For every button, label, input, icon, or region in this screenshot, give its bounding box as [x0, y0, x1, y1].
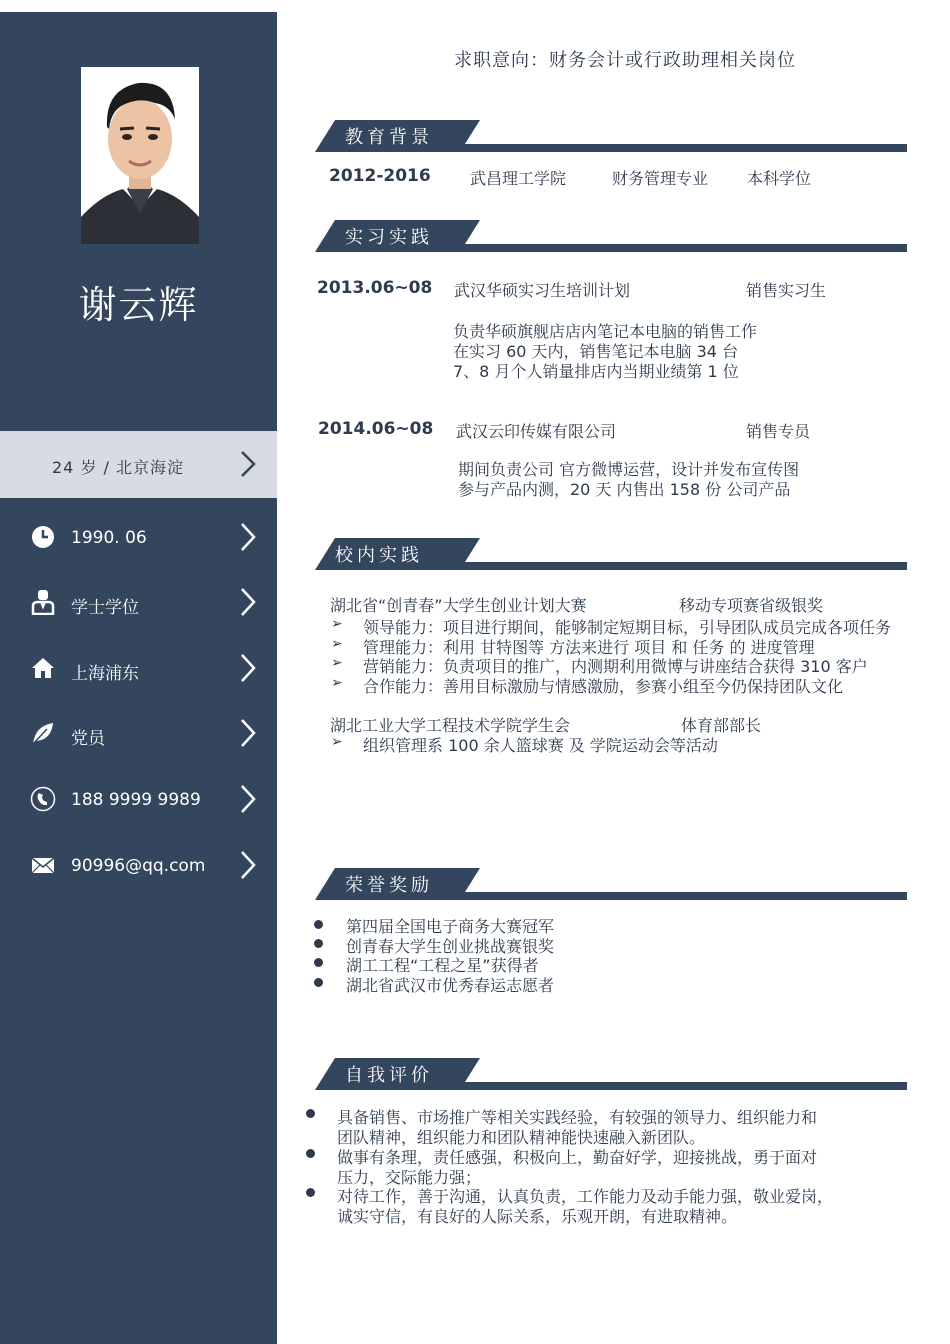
internship-detail: 在实习 60 天内，销售笔记本电脑 34 台: [453, 342, 739, 361]
campus-role: 移动专项赛省级银奖: [679, 596, 824, 615]
section-title-self: 自我评价: [345, 1065, 433, 1086]
section-title-campus: 校内实践: [335, 545, 423, 566]
chevron-right-icon: [238, 587, 258, 621]
info-birth-text: 1990. 06: [71, 528, 147, 548]
section-header-internship: [315, 220, 907, 254]
chevron-right-icon: [238, 522, 258, 556]
info-row-email[interactable]: [0, 846, 277, 886]
job-objective: 求职意向：财务会计或行政助理相关岗位: [454, 50, 796, 71]
age-location-text: 24 岁 / 北京海淀: [52, 458, 185, 477]
campus-item: 管理能力：利用 甘特图等 方法来进行 项目 和 任务 的 进度管理: [363, 638, 815, 657]
bullet-dot-icon: [314, 978, 323, 987]
self-eval-line: 压力，交际能力强；: [337, 1168, 482, 1187]
internship-period: 2014.06~08: [318, 419, 434, 439]
section-header-self: [315, 1058, 907, 1092]
internship-role: 销售实习生: [746, 281, 827, 300]
info-degree-text: 学士学位: [71, 598, 139, 618]
internship-detail: 7、8 月个人销量排店内当期业绩第 1 位: [453, 362, 739, 381]
section-title-honors: 荣誉奖励: [345, 875, 433, 896]
self-eval-line: 具备销售、市场推广等相关实践经验，有较强的领导力、组织能力和: [337, 1108, 818, 1127]
chevron-right-icon: [238, 450, 258, 482]
arrow-bullet-icon: ➢: [331, 675, 343, 691]
internship-role: 销售专员: [746, 422, 811, 441]
education-degree: 本科学位: [747, 169, 812, 188]
section-header-honors: [315, 868, 907, 902]
info-email-text: 90996@qq.com: [71, 856, 206, 876]
mail-icon: [30, 852, 56, 878]
arrow-bullet-icon: ➢: [331, 616, 343, 632]
internship-company: 武汉华硕实习生培训计划: [454, 281, 631, 300]
self-eval-line: 做事有条理，责任感强，积极向上，勤奋好学，迎接挑战，勇于面对: [337, 1148, 818, 1167]
main-content: [277, 0, 950, 1344]
internship-detail: 参与产品内测，20 天 内售出 158 份 公司产品: [458, 480, 791, 499]
internship-detail: 期间负责公司 官方微博运营，设计并发布宣传图: [458, 460, 800, 479]
campus-item: 领导能力：项目进行期间，能够制定短期目标，引导团队成员完成各项任务: [363, 618, 892, 637]
chevron-right-icon: [238, 784, 258, 818]
info-politics-text: 党员: [71, 729, 105, 749]
bullet-dot-icon: [314, 958, 323, 967]
leaf-icon: [30, 720, 56, 746]
campus-org: 湖北工业大学工程技术学院学生会: [330, 716, 571, 735]
bullet-dot-icon: [306, 1109, 315, 1118]
arrow-bullet-icon: ➢: [331, 636, 343, 652]
bullet-dot-icon: [306, 1149, 315, 1158]
campus-item: 组织管理系 100 余人篮球赛 及 学院运动会等活动: [363, 736, 718, 755]
info-row-degree[interactable]: [0, 583, 277, 623]
section-header-education: [315, 120, 907, 154]
sidebar: [0, 12, 277, 1344]
chevron-right-icon: [238, 653, 258, 687]
section-title-education: 教育背景: [345, 127, 433, 148]
education-period: 2012-2016: [329, 166, 431, 186]
honor-item: 湖北省武汉市优秀春运志愿者: [346, 976, 555, 995]
candidate-name: 谢云辉: [78, 283, 199, 327]
honor-item: 第四届全国电子商务大赛冠军: [346, 917, 555, 936]
phone-icon: [30, 786, 56, 812]
self-eval-line: 诚实守信，有良好的人际关系，乐观开朗，有进取精神。: [337, 1207, 738, 1226]
home-icon: [30, 655, 56, 681]
self-eval-line: 团队精神，组织能力和团队精神能快速融入新团队。: [337, 1128, 706, 1147]
campus-role: 体育部部长: [681, 716, 762, 735]
info-row-birth[interactable]: [0, 518, 277, 558]
info-address-text: 上海浦东: [71, 664, 139, 684]
honor-item: 湖工工程“工程之星”获得者: [346, 956, 539, 975]
section-title-internship: 实习实践: [345, 227, 433, 248]
education-major: 财务管理专业: [612, 169, 709, 188]
chevron-right-icon: [238, 718, 258, 752]
info-row-politics[interactable]: [0, 714, 277, 754]
education-school: 武昌理工学院: [470, 169, 567, 188]
self-eval-line: 对待工作，善于沟通，认真负责，工作能力及动手能力强，敬业爱岗，: [337, 1187, 834, 1206]
campus-item: 营销能力：负责项目的推广，内测期利用微博与讲座结合获得 310 客户: [363, 657, 868, 676]
bullet-dot-icon: [306, 1188, 315, 1197]
chevron-right-icon: [238, 850, 258, 884]
bullet-dot-icon: [314, 939, 323, 948]
info-row-address[interactable]: [0, 649, 277, 689]
internship-detail: 负责华硕旗舰店店内笔记本电脑的销售工作: [453, 322, 758, 341]
arrow-bullet-icon: ➢: [331, 655, 343, 671]
age-location-bar[interactable]: [0, 431, 277, 498]
internship-company: 武汉云印传媒有限公司: [456, 422, 617, 441]
user-icon: [30, 589, 56, 615]
info-row-phone[interactable]: [0, 780, 277, 820]
bullet-dot-icon: [314, 920, 323, 929]
internship-period: 2013.06~08: [317, 278, 433, 298]
info-phone-text: 188 9999 9989: [71, 790, 201, 810]
arrow-bullet-icon: ➢: [331, 734, 343, 750]
clock-icon: [30, 524, 56, 550]
campus-item: 合作能力：善用目标激励与情感激励，参赛小组至今仍保持团队文化: [363, 677, 844, 696]
honor-item: 创青春大学生创业挑战赛银奖: [346, 937, 555, 956]
campus-org: 湖北省“创青春”大学生创业计划大赛: [330, 596, 587, 615]
profile-photo: [81, 67, 199, 244]
section-header-campus: [315, 538, 907, 572]
